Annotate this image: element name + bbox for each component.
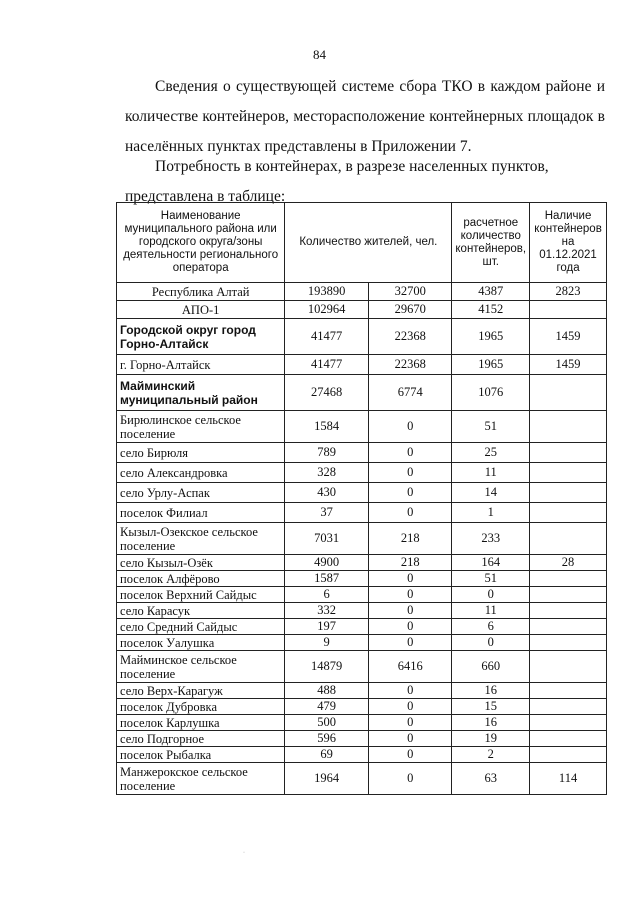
header-name: Наименование муниципального района или городского округа/зоны деятельности регионального оператора bbox=[117, 203, 285, 283]
cell-containers-calc: 1 bbox=[452, 503, 530, 523]
table-row bbox=[117, 319, 607, 355]
containers-table bbox=[116, 202, 607, 795]
cell-residents-total: 596 bbox=[285, 731, 369, 747]
header-containers-calc: расчетное количество контейнеров, шт. bbox=[452, 203, 530, 283]
cell-residents-city: 22368 bbox=[369, 355, 452, 375]
cell-containers-avail bbox=[530, 651, 607, 683]
cell-containers-avail: 114 bbox=[530, 763, 607, 795]
cell-containers-avail: 1459 bbox=[530, 319, 607, 355]
cell-residents-total: 6 bbox=[285, 587, 369, 603]
cell-containers-calc: 25 bbox=[452, 443, 530, 463]
cell-containers-avail bbox=[530, 375, 607, 411]
table-row bbox=[117, 603, 607, 619]
cell-residents-total: 430 bbox=[285, 483, 369, 503]
cell-residents-city: 0 bbox=[369, 587, 452, 603]
cell-residents-city: 22368 bbox=[369, 319, 452, 355]
table-row bbox=[117, 571, 607, 587]
cell-residents-city: 29670 bbox=[369, 301, 452, 319]
cell-containers-calc: 4152 bbox=[452, 301, 530, 319]
table-row bbox=[117, 715, 607, 731]
cell-containers-avail: 2823 bbox=[530, 283, 607, 301]
cell-containers-calc: 11 bbox=[452, 603, 530, 619]
cell-containers-calc: 164 bbox=[452, 555, 530, 571]
cell-containers-calc: 6 bbox=[452, 619, 530, 635]
table-row bbox=[117, 301, 607, 319]
cell-containers-calc: 2 bbox=[452, 747, 530, 763]
cell-residents-total: 1964 bbox=[285, 763, 369, 795]
cell-name: поселок Карлушка bbox=[117, 715, 285, 731]
header-residents: Количество жителей, чел. bbox=[285, 203, 452, 283]
cell-containers-avail bbox=[530, 463, 607, 483]
cell-name: поселок Уалушка bbox=[117, 635, 285, 651]
cell-containers-avail bbox=[530, 483, 607, 503]
cell-containers-calc: 1076 bbox=[452, 375, 530, 411]
scan-mark: · bbox=[243, 850, 245, 856]
table-row bbox=[117, 635, 607, 651]
cell-containers-avail: 1459 bbox=[530, 355, 607, 375]
header-containers-avail: Наличие контейнеров на 01.12.2021 года bbox=[530, 203, 607, 283]
cell-name: село Карасук bbox=[117, 603, 285, 619]
table-row bbox=[117, 463, 607, 483]
cell-containers-avail: 28 bbox=[530, 555, 607, 571]
cell-residents-city: 0 bbox=[369, 715, 452, 731]
cell-containers-calc: 16 bbox=[452, 715, 530, 731]
cell-containers-calc: 11 bbox=[452, 463, 530, 483]
cell-residents-total: 69 bbox=[285, 747, 369, 763]
cell-residents-city: 0 bbox=[369, 411, 452, 443]
cell-containers-calc: 1965 bbox=[452, 355, 530, 375]
cell-name: село Средний Сайдыс bbox=[117, 619, 285, 635]
cell-containers-avail bbox=[530, 619, 607, 635]
table-row bbox=[117, 375, 607, 411]
cell-residents-total: 41477 bbox=[285, 355, 369, 375]
cell-containers-calc: 15 bbox=[452, 699, 530, 715]
cell-containers-calc: 0 bbox=[452, 635, 530, 651]
cell-residents-total: 789 bbox=[285, 443, 369, 463]
cell-name: поселок Дубровка bbox=[117, 699, 285, 715]
cell-residents-city: 6416 bbox=[369, 651, 452, 683]
cell-residents-total: 332 bbox=[285, 603, 369, 619]
cell-name: Майминский муниципальный район bbox=[117, 375, 285, 411]
cell-containers-calc: 51 bbox=[452, 571, 530, 587]
cell-residents-city: 218 bbox=[369, 523, 452, 555]
cell-containers-avail bbox=[530, 587, 607, 603]
table-row bbox=[117, 523, 607, 555]
cell-name: поселок Филиал bbox=[117, 503, 285, 523]
table-row bbox=[117, 747, 607, 763]
cell-residents-total: 4900 bbox=[285, 555, 369, 571]
cell-residents-city: 0 bbox=[369, 619, 452, 635]
cell-name: Манжерокское сельское поселение bbox=[117, 763, 285, 795]
table-row bbox=[117, 555, 607, 571]
cell-name: село Урлу-Аспак bbox=[117, 483, 285, 503]
cell-name: Кызыл-Озекское сельское поселение bbox=[117, 523, 285, 555]
cell-residents-total: 479 bbox=[285, 699, 369, 715]
cell-residents-total: 14879 bbox=[285, 651, 369, 683]
cell-residents-city: 0 bbox=[369, 635, 452, 651]
cell-residents-total: 9 bbox=[285, 635, 369, 651]
cell-containers-avail bbox=[530, 699, 607, 715]
cell-containers-avail bbox=[530, 443, 607, 463]
cell-residents-city: 0 bbox=[369, 463, 452, 483]
cell-residents-city: 0 bbox=[369, 763, 452, 795]
table-row bbox=[117, 651, 607, 683]
cell-name: поселок Рыбалка bbox=[117, 747, 285, 763]
table-row bbox=[117, 483, 607, 503]
cell-residents-total: 41477 bbox=[285, 319, 369, 355]
cell-name: поселок Алфёрово bbox=[117, 571, 285, 587]
cell-residents-city: 6774 bbox=[369, 375, 452, 411]
cell-containers-avail bbox=[530, 503, 607, 523]
cell-residents-total: 1584 bbox=[285, 411, 369, 443]
cell-residents-total: 102964 bbox=[285, 301, 369, 319]
cell-residents-city: 32700 bbox=[369, 283, 452, 301]
cell-residents-total: 7031 bbox=[285, 523, 369, 555]
cell-residents-total: 27468 bbox=[285, 375, 369, 411]
table-row bbox=[117, 587, 607, 603]
cell-residents-city: 0 bbox=[369, 699, 452, 715]
cell-name: АПО-1 bbox=[117, 301, 285, 319]
cell-residents-city: 0 bbox=[369, 603, 452, 619]
cell-containers-calc: 1965 bbox=[452, 319, 530, 355]
cell-containers-calc: 660 bbox=[452, 651, 530, 683]
table-row bbox=[117, 443, 607, 463]
cell-containers-calc: 63 bbox=[452, 763, 530, 795]
cell-containers-avail bbox=[530, 411, 607, 443]
page-number: 84 bbox=[313, 47, 326, 62]
table-row bbox=[117, 503, 607, 523]
cell-containers-calc: 4387 bbox=[452, 283, 530, 301]
paragraph-intro: Сведения о существующей системе сбора ТКО в каждом районе и количестве контейнеров, месторасположение контейнерных площадок в населённых пунктах представлены в Приложении 7. bbox=[125, 78, 605, 155]
cell-containers-avail bbox=[530, 747, 607, 763]
table-row bbox=[117, 731, 607, 747]
cell-residents-total: 488 bbox=[285, 683, 369, 699]
cell-containers-calc: 233 bbox=[452, 523, 530, 555]
cell-containers-avail bbox=[530, 715, 607, 731]
cell-name: Республика Алтай bbox=[117, 283, 285, 301]
cell-name: село Подгорное bbox=[117, 731, 285, 747]
cell-containers-avail bbox=[530, 731, 607, 747]
cell-residents-total: 500 bbox=[285, 715, 369, 731]
cell-name: Майминское сельское поселение bbox=[117, 651, 285, 683]
cell-name: поселок Верхний Сайдыс bbox=[117, 587, 285, 603]
cell-containers-avail bbox=[530, 603, 607, 619]
cell-name: село Верх-Карагуж bbox=[117, 683, 285, 699]
cell-name: г. Горно-Алтайск bbox=[117, 355, 285, 375]
cell-residents-city: 0 bbox=[369, 747, 452, 763]
cell-name: Городской округ город Горно-Алтайск bbox=[117, 319, 285, 355]
cell-containers-calc: 19 bbox=[452, 731, 530, 747]
cell-residents-city: 0 bbox=[369, 571, 452, 587]
cell-name: село Бирюля bbox=[117, 443, 285, 463]
cell-containers-avail bbox=[530, 635, 607, 651]
table-row bbox=[117, 699, 607, 715]
cell-residents-city: 0 bbox=[369, 683, 452, 699]
cell-residents-city: 0 bbox=[369, 443, 452, 463]
cell-residents-city: 0 bbox=[369, 503, 452, 523]
cell-containers-avail bbox=[530, 523, 607, 555]
table-row bbox=[117, 411, 607, 443]
cell-residents-city: 0 bbox=[369, 731, 452, 747]
cell-name: Бирюлинское сельское поселение bbox=[117, 411, 285, 443]
cell-name: село Кызыл-Озёк bbox=[117, 555, 285, 571]
table-row bbox=[117, 283, 607, 301]
table-body bbox=[117, 283, 607, 795]
cell-residents-city: 0 bbox=[369, 483, 452, 503]
cell-containers-calc: 0 bbox=[452, 587, 530, 603]
cell-containers-calc: 16 bbox=[452, 683, 530, 699]
cell-residents-total: 328 bbox=[285, 463, 369, 483]
cell-residents-city: 218 bbox=[369, 555, 452, 571]
cell-containers-avail bbox=[530, 571, 607, 587]
paragraph-table-intro: Потребность в контейнерах, в разрезе населенных пунктов, представлена в таблице: bbox=[125, 158, 549, 205]
table-row bbox=[117, 763, 607, 795]
cell-residents-total: 1587 bbox=[285, 571, 369, 587]
cell-containers-avail bbox=[530, 301, 607, 319]
cell-name: село Александровка bbox=[117, 463, 285, 483]
table-row bbox=[117, 683, 607, 699]
cell-residents-total: 193890 bbox=[285, 283, 369, 301]
cell-containers-calc: 14 bbox=[452, 483, 530, 503]
table-row bbox=[117, 619, 607, 635]
table-row bbox=[117, 355, 607, 375]
cell-containers-avail bbox=[530, 683, 607, 699]
cell-residents-total: 37 bbox=[285, 503, 369, 523]
cell-containers-calc: 51 bbox=[452, 411, 530, 443]
cell-residents-total: 197 bbox=[285, 619, 369, 635]
